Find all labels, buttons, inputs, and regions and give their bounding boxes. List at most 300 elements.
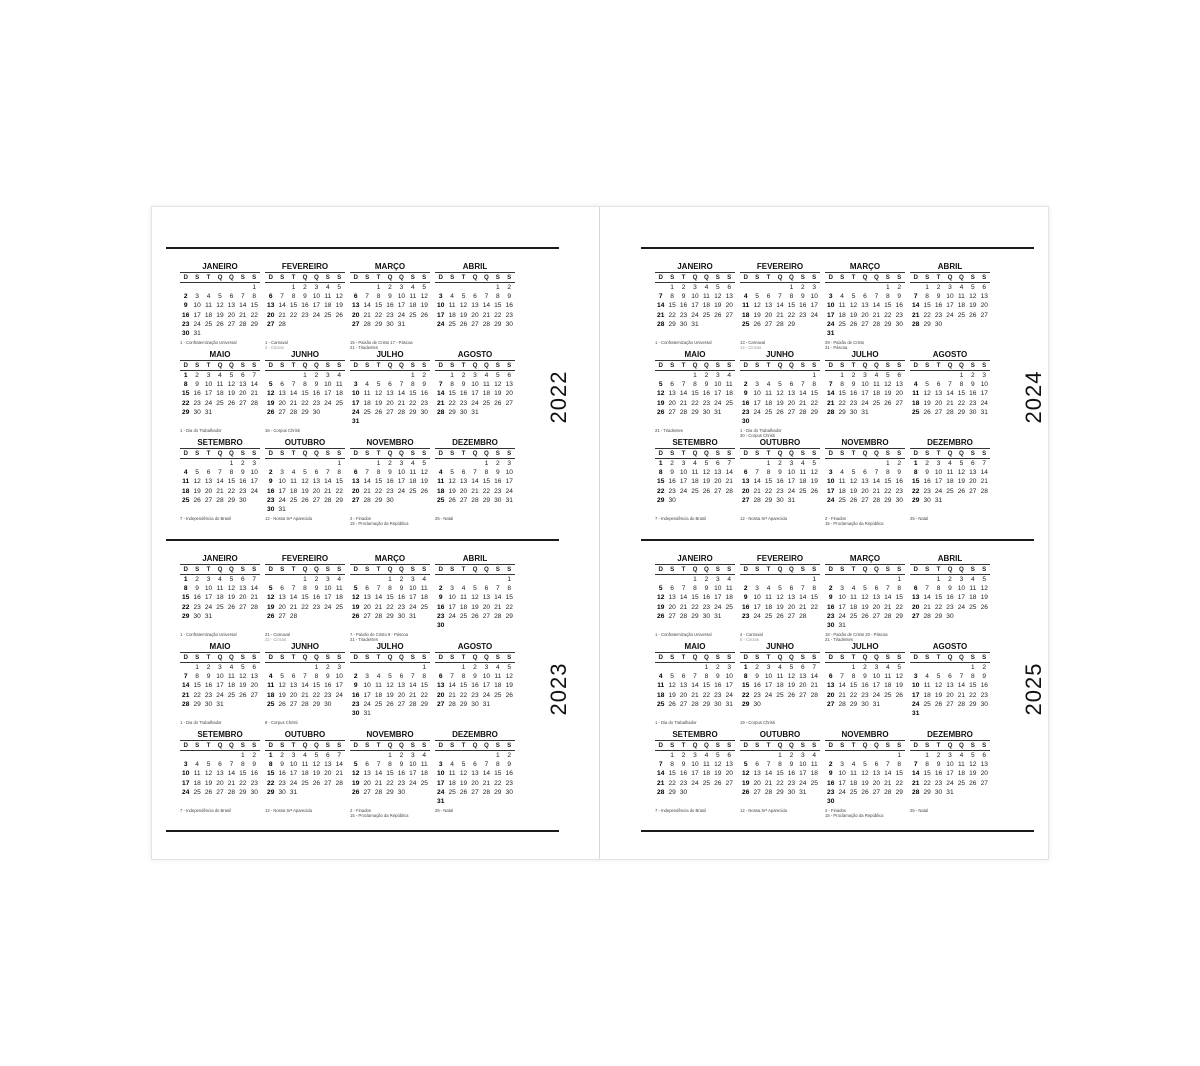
day-number: 25: [335, 603, 343, 611]
day-number: 20: [278, 399, 286, 407]
weekday-letter: T: [766, 362, 771, 369]
day-number: 14: [482, 302, 491, 310]
holiday-line: 7 - Paixão de Cristo 9 - Páscoa: [350, 632, 408, 637]
day-number: 10: [397, 293, 406, 301]
month-agosto: [910, 350, 990, 417]
month-name: MARÇO: [849, 262, 881, 271]
day-number: 23: [934, 311, 943, 319]
weekday-letter: S: [337, 362, 342, 369]
day-number: 20: [668, 399, 676, 407]
day-number: 29: [912, 496, 920, 504]
day-number: 26: [335, 311, 343, 319]
holiday-line: 12 - Nossa Srª Aparecida: [740, 516, 787, 521]
weekday-header: [350, 273, 430, 282]
weekday-letter: Q: [958, 362, 964, 369]
day-number: 7: [240, 293, 245, 301]
day-number: 28: [912, 320, 920, 328]
empty-day: [882, 797, 893, 806]
day-number: 11: [324, 293, 332, 301]
week-row: [825, 487, 905, 496]
weekday-letter: S: [812, 654, 817, 661]
week-row: [180, 760, 260, 769]
day-number: 4: [704, 284, 709, 291]
day-number: 6: [727, 284, 732, 291]
day-number: 8: [693, 585, 697, 593]
day-number: 14: [471, 478, 479, 486]
day-number: 9: [897, 469, 902, 477]
empty-day: [809, 496, 820, 505]
week-row: [350, 709, 430, 718]
empty-day: [774, 700, 785, 709]
day-number: 5: [376, 381, 381, 389]
week-row: [350, 700, 430, 709]
day-number: 2: [268, 469, 273, 477]
day-number: 13: [861, 478, 869, 486]
week-row: [825, 283, 905, 292]
weekday-letter: Q: [947, 566, 953, 573]
month-julho: [825, 642, 905, 709]
day-number: 12: [753, 302, 761, 310]
holiday-line: 25 - Natal: [435, 516, 454, 521]
day-number: 21: [409, 691, 417, 699]
day-number: 23: [505, 311, 513, 319]
day-number: 21: [289, 603, 298, 611]
day-number: 1: [670, 284, 674, 291]
empty-day: [848, 751, 859, 760]
day-number: 22: [374, 487, 383, 495]
day-number: 14: [250, 585, 258, 593]
day-number: 20: [668, 603, 676, 611]
month-junho: [740, 642, 820, 709]
day-number: 24: [409, 779, 417, 787]
day-number: 22: [239, 779, 247, 787]
empty-day: [458, 621, 469, 630]
weekday-letter: S: [410, 274, 415, 281]
day-number: 30: [459, 408, 468, 416]
day-number: 26: [969, 311, 977, 319]
day-number: 27: [289, 700, 298, 708]
month-fevereiro: [265, 554, 345, 621]
week-row: [180, 779, 260, 788]
day-number: 24: [957, 603, 966, 611]
day-number: 5: [240, 664, 245, 671]
week-row: [740, 468, 820, 477]
day-number: 2: [303, 284, 307, 291]
day-number: 1: [495, 284, 500, 291]
holiday-note: [350, 340, 434, 350]
week-row: [350, 672, 430, 681]
day-number: 14: [957, 682, 966, 690]
day-number: 12: [884, 381, 892, 389]
holiday-note: [655, 808, 739, 813]
week-row: [180, 311, 260, 320]
week-row: [180, 292, 260, 301]
week-row: [265, 301, 345, 310]
month-maio: [180, 350, 260, 417]
day-number: 25: [725, 603, 733, 611]
day-number: 30: [946, 612, 954, 620]
day-number: 11: [193, 770, 201, 778]
day-number: 14: [363, 302, 371, 310]
empty-day: [322, 320, 333, 329]
weekday-letter: T: [936, 274, 941, 281]
day-number: 14: [409, 682, 417, 690]
day-number: 18: [204, 311, 213, 319]
day-number: 13: [912, 594, 920, 602]
day-number: 13: [216, 770, 224, 778]
weekday-letter: D: [913, 362, 918, 369]
empty-day: [180, 751, 191, 760]
day-number: 21: [437, 399, 445, 407]
day-number: 25: [482, 399, 491, 407]
day-number: 31: [725, 700, 733, 708]
weekday-letter: S: [195, 450, 200, 457]
day-number: 27: [482, 612, 491, 620]
empty-day: [724, 612, 735, 621]
day-number: 13: [668, 594, 676, 602]
day-number: 14: [397, 390, 406, 398]
empty-day: [979, 320, 990, 329]
weekday-letter: T: [766, 742, 771, 749]
day-number: 6: [473, 761, 477, 769]
day-number: 21: [679, 603, 688, 611]
day-number: 14: [872, 302, 881, 310]
day-number: 26: [884, 399, 892, 407]
day-number: 11: [810, 761, 818, 769]
day-number: 25: [409, 487, 417, 495]
day-number: 12: [714, 293, 722, 301]
weekday-letter: T: [461, 450, 466, 457]
month-name: FEVEREIRO: [756, 262, 804, 271]
empty-day: [435, 575, 446, 584]
day-number: 10: [957, 585, 966, 593]
day-number: 14: [374, 594, 383, 602]
holiday-note: [350, 516, 434, 526]
day-number: 2: [828, 585, 833, 593]
day-number: 27: [437, 700, 445, 708]
holiday-line: 2 - Finados: [825, 516, 846, 521]
day-number: 17: [324, 390, 332, 398]
day-number: 6: [982, 752, 987, 759]
day-number: 29: [482, 496, 491, 504]
day-number: 13: [946, 682, 954, 690]
day-number: 30: [437, 621, 445, 629]
day-number: 27: [239, 399, 247, 407]
weekday-header: [180, 273, 260, 282]
month-junho: [265, 350, 345, 417]
day-number: 11: [872, 381, 880, 389]
day-number: 6: [291, 673, 296, 681]
day-number: 18: [969, 594, 977, 602]
empty-day: [504, 797, 515, 806]
day-number: 21: [980, 478, 988, 486]
week-row: [435, 380, 515, 389]
weekday-letter: T: [851, 654, 856, 661]
week-row: [910, 612, 990, 621]
day-number: 18: [838, 311, 846, 319]
day-number: 26: [459, 788, 468, 796]
day-number: 12: [861, 770, 869, 778]
weekday-header: [825, 361, 905, 370]
day-number: 3: [948, 752, 952, 759]
day-number: 10: [714, 381, 722, 389]
weekday-letter: S: [450, 566, 455, 573]
day-number: 21: [324, 487, 332, 495]
day-number: 26: [934, 700, 943, 708]
week-row: [825, 681, 905, 690]
day-number: 7: [291, 381, 296, 389]
month-janeiro: [655, 554, 735, 621]
day-number: 3: [766, 664, 771, 671]
day-number: 30: [753, 700, 761, 708]
weekday-header: [655, 741, 735, 750]
holiday-line: 15 - Proclamação da República: [825, 813, 884, 818]
week-row: [655, 399, 735, 408]
weekday-letter: D: [268, 274, 273, 281]
day-number: 12: [335, 293, 343, 301]
day-number: 21: [884, 779, 892, 787]
day-number: 30: [494, 496, 502, 504]
weekday-letter: Q: [692, 362, 698, 369]
month-name: JANEIRO: [677, 554, 713, 563]
week-row: [265, 672, 345, 681]
day-number: 29: [957, 408, 966, 416]
day-number: 4: [693, 460, 697, 467]
week-row: [740, 663, 820, 672]
day-number: 3: [399, 460, 404, 467]
day-number: 19: [969, 302, 977, 310]
day-number: 26: [420, 487, 428, 495]
weekday-letter: Q: [788, 742, 794, 749]
holiday-note: [180, 340, 264, 345]
week-row: [825, 691, 905, 700]
weekday-header: [435, 273, 515, 282]
day-number: 5: [959, 460, 964, 467]
weekday-letter: S: [495, 566, 500, 573]
day-number: 21: [679, 399, 688, 407]
day-number: 22: [312, 691, 321, 699]
week-row: [655, 496, 735, 505]
weekday-header: [350, 741, 430, 750]
empty-day: [724, 788, 735, 797]
day-number: 13: [714, 469, 722, 477]
empty-day: [678, 371, 689, 380]
weekday-letter: T: [936, 450, 941, 457]
day-number: 24: [764, 691, 773, 699]
day-number: 7: [484, 761, 489, 769]
day-number: 24: [912, 700, 920, 708]
weekday-letter: S: [410, 450, 415, 457]
day-number: 9: [925, 469, 929, 477]
day-number: 22: [691, 399, 699, 407]
weekday-letter: S: [715, 450, 720, 457]
day-number: 14: [872, 478, 881, 486]
empty-day: [203, 751, 214, 760]
empty-day: [419, 709, 430, 718]
day-number: 3: [337, 664, 342, 671]
day-number: 14: [691, 682, 699, 690]
day-number: 28: [374, 612, 383, 620]
day-number: 16: [946, 594, 954, 602]
empty-day: [836, 575, 847, 584]
day-number: 10: [250, 469, 258, 477]
week-row: [825, 301, 905, 310]
day-number: 8: [925, 293, 929, 301]
day-number: 3: [325, 372, 330, 379]
day-number: 22: [193, 691, 201, 699]
month-julho: [825, 350, 905, 417]
empty-day: [203, 459, 214, 468]
week-row: [265, 408, 345, 417]
empty-day: [956, 320, 967, 329]
weekday-letter: D: [743, 450, 748, 457]
empty-day: [774, 371, 785, 380]
day-number: 14: [679, 390, 688, 398]
day-number: 20: [363, 603, 371, 611]
empty-day: [825, 751, 836, 760]
day-number: 7: [874, 293, 879, 301]
day-number: 26: [714, 311, 722, 319]
day-number: 6: [229, 293, 234, 301]
weekday-letter: T: [291, 654, 296, 661]
day-number: 26: [312, 779, 321, 787]
day-number: 18: [725, 594, 733, 602]
day-number: 26: [810, 487, 818, 495]
day-number: 20: [352, 487, 360, 495]
weekday-letter: S: [325, 362, 330, 369]
week-row: [910, 769, 990, 778]
empty-day: [407, 417, 418, 426]
empty-day: [848, 797, 859, 806]
week-row: [350, 691, 430, 700]
week-row: [435, 751, 515, 760]
day-number: 18: [849, 603, 858, 611]
day-number: 10: [324, 381, 332, 389]
month-name: DEZEMBRO: [927, 438, 973, 447]
weekday-letter: Q: [302, 742, 308, 749]
day-number: 16: [849, 390, 858, 398]
holiday-line: 7 - Independência do Brasil: [180, 516, 231, 521]
weekday-letter: S: [755, 450, 760, 457]
day-number: 7: [948, 381, 952, 389]
day-number: 4: [325, 284, 330, 291]
week-row: [265, 700, 345, 709]
weekday-letter: S: [422, 742, 427, 749]
day-number: 15: [895, 770, 903, 778]
day-number: 22: [301, 603, 309, 611]
weekday-letter: Q: [947, 450, 953, 457]
day-number: 3: [325, 576, 330, 583]
weekday-letter: Q: [313, 362, 319, 369]
day-number: 28: [437, 408, 445, 416]
day-number: 31: [397, 320, 406, 328]
day-number: 7: [840, 673, 844, 681]
day-number: 14: [799, 390, 807, 398]
week-row: [740, 399, 820, 408]
weekday-header: [655, 361, 735, 370]
day-number: 4: [206, 293, 211, 301]
empty-day: [322, 788, 333, 797]
day-number: 16: [505, 302, 513, 310]
day-number: 19: [459, 779, 468, 787]
day-number: 5: [755, 293, 759, 301]
weekday-letter: D: [828, 274, 833, 281]
day-number: 7: [365, 293, 369, 301]
day-number: 16: [239, 478, 247, 486]
day-number: 16: [437, 603, 445, 611]
day-number: 23: [397, 779, 406, 787]
day-number: 10: [838, 770, 846, 778]
day-number: 5: [206, 761, 211, 769]
day-number: 9: [303, 293, 307, 301]
day-number: 15: [448, 390, 456, 398]
weekday-letter: S: [325, 742, 330, 749]
empty-day: [763, 575, 774, 584]
weekday-letter: Q: [387, 274, 393, 281]
day-number: 2: [743, 585, 748, 593]
empty-day: [956, 612, 967, 621]
day-number: 17: [335, 682, 343, 690]
week-row: [265, 477, 345, 486]
empty-day: [384, 709, 395, 718]
weekday-header: [435, 361, 515, 370]
day-number: 25: [776, 691, 784, 699]
weekday-letter: Q: [398, 654, 404, 661]
day-number: 15: [849, 682, 858, 690]
day-number: 8: [410, 381, 415, 389]
weekday-letter: S: [337, 742, 342, 749]
weekday-letter: S: [897, 450, 902, 457]
month-name: MAIO: [684, 642, 706, 651]
day-number: 5: [353, 761, 358, 769]
empty-day: [712, 496, 723, 505]
month-name: NOVEMBRO: [366, 730, 414, 739]
empty-day: [774, 575, 785, 584]
day-number: 9: [851, 381, 856, 389]
day-number: 2: [743, 381, 748, 389]
day-number: 9: [507, 293, 512, 301]
week-row: [435, 612, 515, 621]
week-row: [435, 575, 515, 584]
day-number: 21: [872, 311, 881, 319]
weekday-letter: S: [495, 362, 500, 369]
week-row: [350, 603, 430, 612]
day-number: 1: [743, 664, 748, 671]
empty-day: [492, 575, 503, 584]
weekday-header: [655, 273, 735, 282]
weekday-letter: S: [450, 274, 455, 281]
day-number: 7: [982, 460, 987, 467]
day-number: 10: [810, 293, 818, 301]
day-number: 23: [420, 399, 428, 407]
day-number: 14: [827, 390, 835, 398]
weekday-letter: Q: [313, 566, 319, 573]
day-number: 27: [471, 788, 479, 796]
day-number: 3: [507, 460, 512, 467]
day-number: 8: [422, 673, 427, 681]
weekday-letter: S: [982, 450, 987, 457]
weekday-letter: S: [897, 566, 902, 573]
weekday-letter: Q: [217, 742, 223, 749]
week-row: [910, 584, 990, 593]
day-number: 18: [324, 302, 332, 310]
day-number: 1: [183, 372, 188, 379]
day-number: 8: [936, 585, 941, 593]
day-number: 3: [438, 293, 443, 301]
weekday-letter: Q: [703, 742, 709, 749]
day-number: 7: [376, 761, 381, 769]
day-number: 5: [778, 585, 782, 593]
